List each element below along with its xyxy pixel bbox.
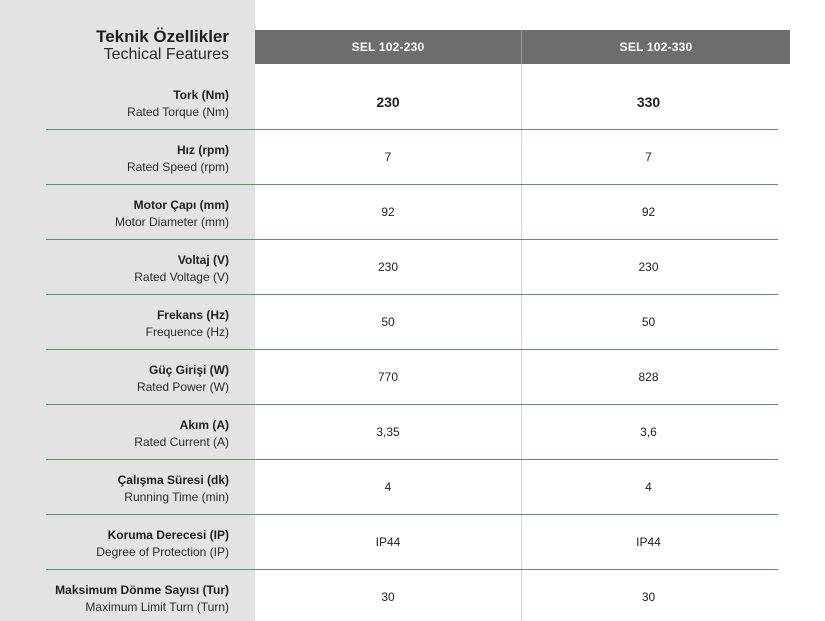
value-sel-102-230: IP44 [375, 535, 401, 549]
row-label-turkish: Frekans (Hz) [156, 308, 229, 322]
value-sel-102-230: 3,35 [376, 425, 400, 439]
row-label [0, 197, 229, 231]
row-label-turkish: Voltaj (V) [177, 253, 229, 267]
value-sel-102-230: 4 [384, 480, 392, 494]
table-row [0, 350, 825, 405]
value-sel-102-230: 7 [384, 150, 392, 164]
title-block [0, 27, 229, 64]
row-label-turkish: Akım (A) [179, 418, 229, 432]
value-sel-102-230: 92 [381, 205, 395, 219]
value-sel-102-230: 230 [377, 260, 399, 274]
row-label-english: Maximum Limit Turn (Turn) [85, 600, 229, 614]
row-label-english: Running Time (min) [124, 490, 229, 504]
row-label [0, 527, 229, 561]
row-label-turkish: Maksimum Dönme Sayısı (Tur) [55, 583, 229, 597]
value-sel-102-330: 3,6 [640, 425, 657, 439]
value-sel-102-330: 30 [641, 590, 656, 604]
value-sel-102-330: 92 [641, 205, 656, 219]
table-row [0, 515, 825, 570]
row-label [0, 87, 229, 121]
row-label-turkish: Çalışma Süresi (dk) [117, 473, 229, 487]
row-label-turkish: Motor Çapı (mm) [133, 198, 229, 212]
table-row [0, 130, 825, 185]
row-label-english: Rated Voltage (V) [134, 270, 229, 284]
spec-table-body [0, 75, 825, 621]
table-row [0, 240, 825, 295]
row-label-turkish: Güç Girişi (W) [148, 363, 229, 377]
row-label-turkish: Koruma Derecesi (IP) [107, 528, 229, 542]
row-label [0, 472, 229, 506]
value-sel-102-330: 7 [645, 150, 652, 164]
value-sel-102-330: 828 [638, 370, 659, 384]
value-sel-102-330: 4 [645, 480, 652, 494]
table-row [0, 570, 825, 621]
value-sel-102-330: 50 [641, 315, 656, 329]
value-sel-102-330: 330 [636, 94, 661, 110]
value-sel-102-230: 770 [377, 370, 399, 384]
row-label-english: Frequence (Hz) [145, 325, 229, 339]
title-turkish: Teknik Özellikler [96, 27, 229, 46]
value-sel-102-230: 50 [381, 315, 395, 329]
row-label [0, 417, 229, 451]
table-row [0, 460, 825, 515]
row-label-turkish: Tork (Nm) [173, 88, 229, 102]
value-sel-102-230: 230 [376, 94, 400, 110]
row-label [0, 362, 229, 396]
row-label-turkish: Hız (rpm) [177, 143, 229, 157]
row-label-english: Motor Diameter (mm) [114, 215, 229, 229]
row-label [0, 142, 229, 176]
column-header-sel-102-330: SEL 102-330 [619, 40, 693, 54]
row-label-english: Rated Torque (Nm) [127, 105, 229, 119]
title-english: Techical Features [103, 46, 229, 63]
row-label-english: Rated Speed (rpm) [126, 160, 229, 174]
value-sel-102-330: 230 [638, 260, 659, 274]
table-row [0, 295, 825, 350]
table-header [255, 30, 790, 64]
row-label-english: Degree of Protection (IP) [96, 545, 229, 559]
table-row [0, 75, 825, 130]
row-label-english: Rated Power (W) [136, 380, 229, 394]
row-label [0, 252, 229, 286]
table-row [0, 405, 825, 460]
table-row [0, 185, 825, 240]
value-sel-102-230: 30 [381, 590, 395, 604]
row-label [0, 582, 229, 616]
row-label-english: Rated Current (A) [134, 435, 229, 449]
row-label [0, 307, 229, 341]
column-header-sel-102-230: SEL 102-230 [255, 30, 522, 64]
value-sel-102-330: IP44 [636, 535, 661, 549]
